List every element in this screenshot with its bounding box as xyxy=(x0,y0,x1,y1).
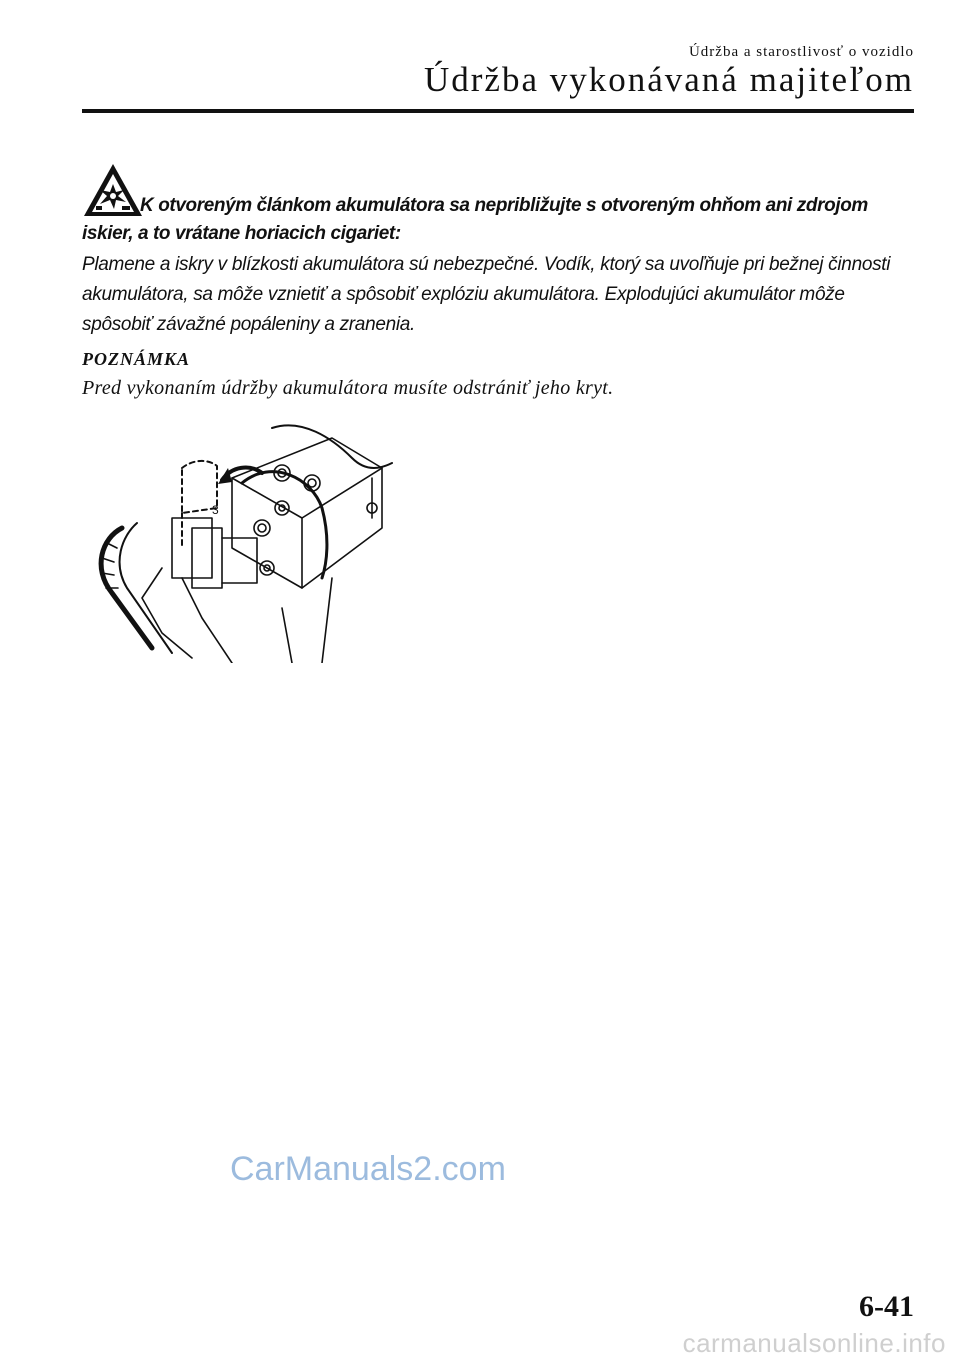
note-block xyxy=(82,346,914,402)
header-rule xyxy=(82,109,914,113)
page-header xyxy=(0,0,960,120)
chapter-title: Údržba vykonávaná majiteľom xyxy=(423,60,914,99)
battery-cover-illustration xyxy=(82,418,402,663)
section-title: Údržba a starostlivosť o vozidlo xyxy=(688,44,914,60)
warning-body: Plamene a iskry v blízkosti akumulátora sú nebezpečné. Vodík, ktorý sa uvoľňuje pri bežnej činnosti akumulátora, sa môže vznietiť a spôsobiť explóziu akumulátora. Explodujúci akumulátor môže spôsobiť závažné popáleniny a zranenia. xyxy=(82,254,891,335)
svg-text:3: 3 xyxy=(212,503,219,517)
warning-title: K otvoreným článkom akumulátora sa nepribližujte s otvoreným ohňom ani zdrojom iskier, a to vrátane horiacich cigariet: xyxy=(82,195,868,244)
watermark: CarManuals2.com xyxy=(230,1150,506,1188)
note-title: POZNÁMKA xyxy=(82,349,191,369)
warning-block xyxy=(82,162,914,340)
page-number: 6-41 xyxy=(859,1290,914,1323)
footer-site-link[interactable]: carmanualsonline.info xyxy=(682,1328,946,1358)
explosion-hazard-icon xyxy=(82,162,144,218)
note-body: Pred vykonaním údržby akumulátora musíte odstrániť jeho kryt. xyxy=(82,377,614,399)
